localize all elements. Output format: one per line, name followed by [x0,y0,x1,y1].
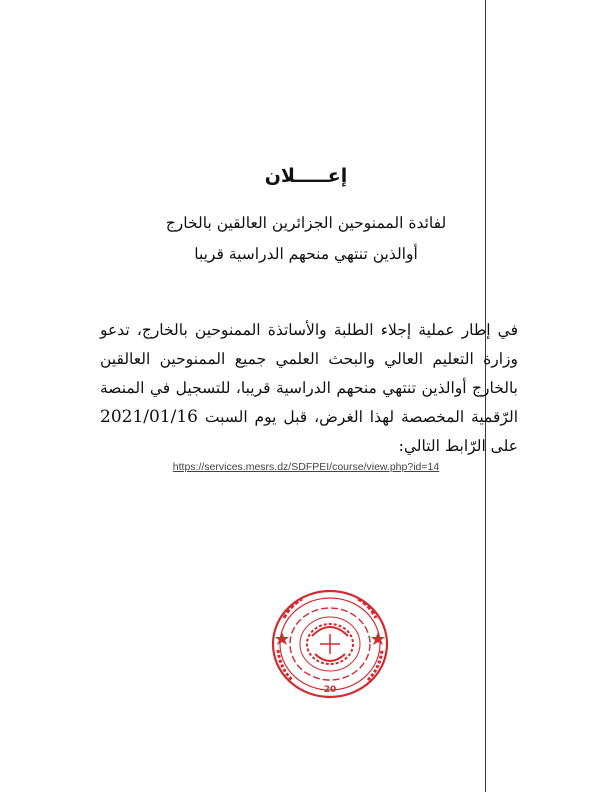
announcement-subtitle-line2: أوالذين تنتهي منحهم الدراسية قريبا [194,245,418,263]
ministry-seal-stamp [270,588,390,703]
deadline-date: 2021/01/16 [100,407,198,427]
registration-link[interactable]: https://services.mesrs.dz/SDFPEI/course/view.php?id=14 [172,461,440,473]
stamp-number: 20 [323,685,337,695]
announcement-body [100,316,518,461]
announcement-title: إعـــــلان [264,165,348,187]
announcement-subtitle-line1: لفائدة الممنوحين الجزائرين العالقين بالخارج [165,214,447,232]
body-text-after-date: على الرّابط التالي: [398,437,518,455]
body-text-before-date: في إطار عملية إجلاء الطلبة والأساتذة الممنوحين بالخارج، تدعو وزارة التعليم العالي والبحث العلمي جميع الممنوحين العالقين بالخارج أوالذين تنتهي منحهم الدراسية قريبا، للتسجيل في المنصة الرّقمية المخصصة لهذا الغرض، قبل يوم السبت [100,321,518,426]
